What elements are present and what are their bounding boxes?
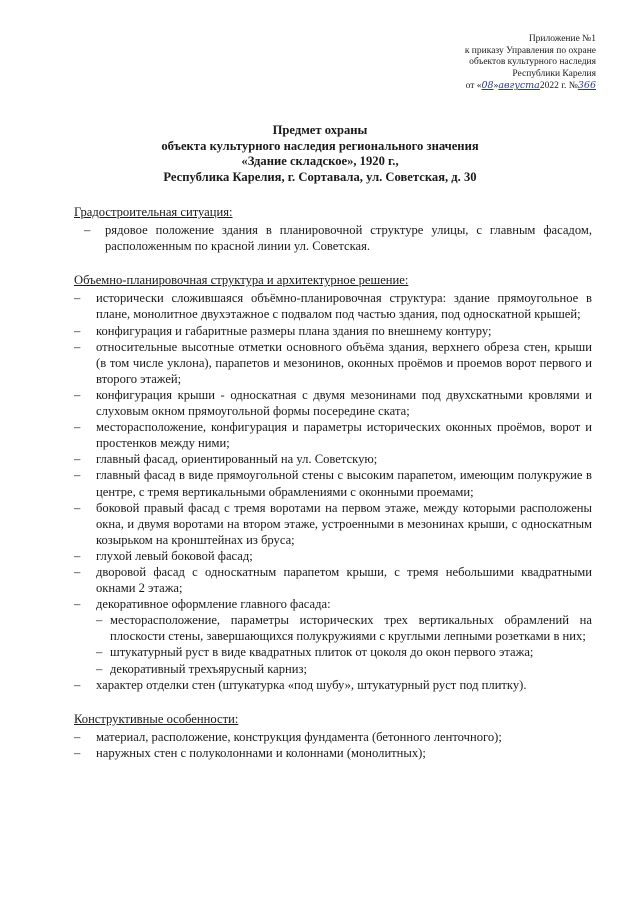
list-item-text: конфигурация крыши - односкатная с двумя мезонинами под двухскатными кровлями и слуховым окном прямоугольной формы посередине ската; [96,387,592,419]
list-dash: – [74,452,81,467]
list-item-text: глухой левый боковой фасад; [96,548,253,563]
sub-list-item [74,661,592,677]
sub-list-item [74,644,592,660]
list-item-text: характер отделки стен (штукатурка «под шубу», штукатурный руст под плитку). [96,677,527,692]
appendix-line: объектов культурного наследия [469,57,596,68]
list-item [74,451,592,467]
list-item [74,467,592,499]
list-dash: – [74,729,81,744]
list-dash: – [96,661,103,676]
list-dash: – [74,339,81,354]
appendix-line: Республики Карелия [512,68,596,79]
appendix-date-line [465,80,596,93]
date-mid: » [493,81,499,92]
list-dash: – [96,645,103,660]
sub-list-item-text: месторасположение, параметры исторических трех вертикальных обрамлений на плоскости стены, завершающихся полукружиями с круглыми лепными розетками в них; [110,613,592,644]
list-item-text: материал, расположение, конструкция фундамента (бетонного ленточного); [96,729,502,744]
sub-list-item [74,612,592,644]
list-item [74,323,592,339]
list-item [74,290,592,322]
list-item [74,548,592,564]
appendix-line: к приказу Управления по охране [464,45,596,56]
sub-list-item-text: штукатурный руст в виде квадратных плиток от цоколя до окон первого этажа; [110,645,534,660]
list-item-text: рядовое положение здания в планировочной структуре улицы, с главным фасадом, расположенным по красной линии ул. Советская. [105,223,592,254]
list-item [74,339,592,387]
date-prefix: от « [465,81,482,92]
section-heading-construct: Конструктивные особенности: [74,711,239,726]
list-item [74,677,592,693]
list-item [74,387,592,419]
list-item-text: наружных стен с полуколоннами и колоннами (монолитных); [96,745,426,760]
list-item [74,222,592,254]
list-item-text: конфигурация и габаритные размеры плана здания по внешнему контуру; [96,323,492,338]
list-item-text: месторасположение, конфигурация и параметры исторических оконных проёмов, ворот и простенков между ними; [96,420,592,451]
list-item-text: боковой правый фасад с тремя воротами на первом этаже, между которыми расположены окна, и двумя воротами на втором этаже, устроенными в мезонинах крыши, с односкатным козырьком на кронштейнах из бруса; [96,500,592,547]
list-dash: – [74,597,81,612]
list-item [74,729,592,745]
list-item [74,564,592,596]
title-line: Предмет охраны [272,123,368,137]
list-dash: – [74,420,81,435]
list-item-text: исторически сложившаяся объёмно-планировочная структура: здание прямоугольное в плане, монолитное двухэтажное с подвалом под частью здания, под односкатной крышей; [96,291,592,322]
list-dash: – [74,323,81,338]
section-heading-volume: Объемно-планировочная структура и архитектурное решение: [74,273,409,288]
list-item-text: главный фасад в виде прямоугольной стены с высоким парапетом, имеющим полукружие в центре, с тремя вертикальными обрамлениями с оконными проемами; [96,468,592,499]
title-line: объекта культурного наследия регионального значения [161,138,479,153]
list-item-text: относительные высотные отметки основного объёма здания, верхнего обреза стен, крыши (в том числе уклона), парапетов и мезонинов, оконных проёмов и проемов ворот первого и второго этажей; [96,339,592,386]
appendix-line: Приложение №1 [528,34,596,44]
list-dash: – [74,291,81,306]
section-heading-urban: Градостроительная ситуация: [74,205,233,219]
list-dash: – [96,613,103,628]
document-title [0,123,640,185]
list-item [74,500,592,548]
handwritten-day: 08 [481,80,494,92]
list-dash: – [74,500,81,515]
list-dash: – [74,745,81,760]
list-item-text: дворовой фасад с односкатным парапетом крыши, с тремя небольшими квадратными окнами 2 этажа; [96,564,592,596]
date-year: 2022 г. № [539,81,578,92]
appendix-block [465,34,596,93]
list-dash: – [74,677,81,692]
handwritten-number: 366 [577,80,596,92]
list-dash: – [74,387,81,402]
sub-list-item-text: декоративный трехъярусный карниз; [110,661,307,676]
list-dash: – [84,223,91,238]
list-item-text: главный фасад, ориентированный на ул. Советскую; [96,452,378,467]
list-dash: – [74,548,81,563]
document-body [74,204,592,761]
list-dash: – [74,564,81,579]
list-item [74,745,592,761]
title-line: «Здание складское», 1920 г., [241,154,399,168]
list-item-text: декоративное оформление главного фасада: [96,597,331,612]
handwritten-month: августа [498,80,540,92]
list-item [74,419,592,451]
list-dash: – [74,468,81,483]
list-item [74,596,592,612]
title-line: Республика Карелия, г. Сортавала, ул. Советская, д. 30 [163,169,477,184]
